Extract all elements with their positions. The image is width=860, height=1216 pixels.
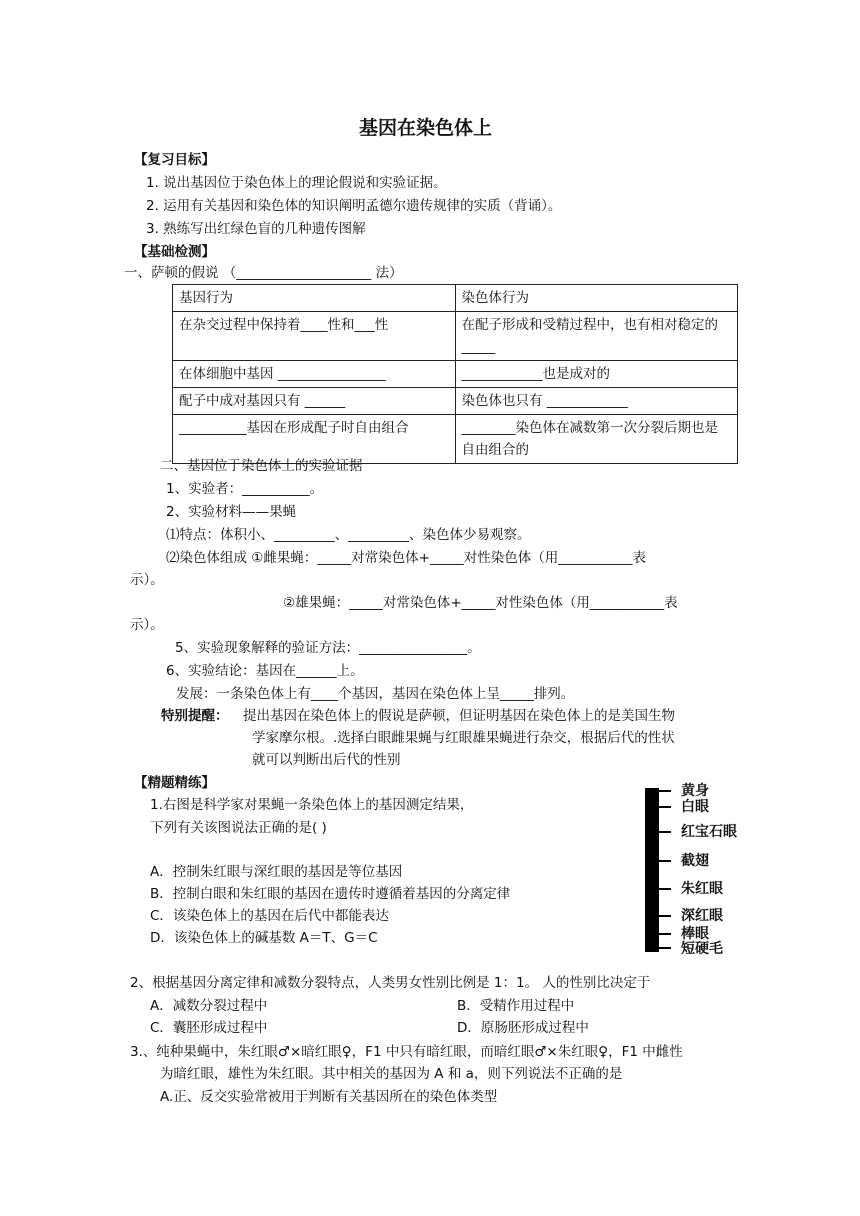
table-header-row xyxy=(173,285,738,312)
gene-tick xyxy=(659,790,671,792)
tip-line: 学家摩尔根。.选择白眼雌果蝇与红眼雄果蝇进行杂交，根据后代的性状 xyxy=(252,730,675,746)
question-3-option: A.正、反交实验常被用于判断有关基因所在的染色体类型 xyxy=(160,1089,498,1105)
question-2-stem: 2、根据基因分离定律和减数分裂特点，人类男女性别比例是 1：1。 人的性别比决定于 xyxy=(130,975,651,991)
table-cell: ____________也是成对的 xyxy=(455,361,738,388)
question-1-option: C．该染色体上的基因在后代中都能表达 xyxy=(150,908,389,924)
question-2-option: C．囊胚形成过程中 xyxy=(150,1020,268,1036)
table-cell: 在杂交过程中保持着____性和___性 xyxy=(173,312,456,361)
table-header-cell: 基因行为 xyxy=(173,285,456,312)
table-cell: ________染色体在减数第一次分裂后期也是自由组合的 xyxy=(455,415,738,464)
gene-label: 白眼 xyxy=(681,799,709,815)
evidence-line: ②雄果蝇：_____对常染色体+_____对性染色体（用___________表 xyxy=(283,595,678,611)
gene-label: 棒眼 xyxy=(681,926,709,942)
review-goal-item: 3. 熟练写出红绿色盲的几种遗传图解 xyxy=(146,221,366,237)
table-row xyxy=(173,388,738,415)
review-goal-item: 1. 说出基因位于染色体上的理论假说和实验证据。 xyxy=(146,175,447,191)
question-3-stem: 3.、纯种果蝇中，朱红眼♂×暗红眼♀，F1 中只有暗红眼，而暗红眼♂×朱红眼♀，F1 中雌性 xyxy=(130,1044,683,1060)
gene-label: 红宝石眼 xyxy=(681,824,737,840)
question-1-stem: 下列有关该图说法正确的是( ) xyxy=(150,820,327,836)
tip-line: 提出基因在染色体上的假说是萨顿，但证明基因在染色体上的是美国生物 xyxy=(243,708,675,724)
table-cell: __________基因在形成配子时自由组合 xyxy=(173,415,456,464)
question-2-option: B．受精作用过程中 xyxy=(457,998,575,1014)
evidence-line: 1、实验者：__________。 xyxy=(166,481,324,497)
question-1-option: D．该染色体上的碱基数 A＝T、G＝C xyxy=(150,930,378,946)
gene-label: 黄身 xyxy=(681,783,709,799)
question-2-option: A．减数分裂过程中 xyxy=(150,998,268,1014)
question-2-option: D．原肠胚形成过程中 xyxy=(457,1020,589,1036)
question-1-stem: 1.右图是科学家对果蝇一条染色体上的基因测定结果， xyxy=(150,797,474,813)
section-sutton-hypothesis: 一、萨顿的假说 （____________________ 法） xyxy=(124,265,403,281)
evidence-line: 2、实验材料——果蝇 xyxy=(166,504,297,520)
review-goal-item: 2. 运用有关基因和染色体的知识阐明孟德尔遗传规律的实质（背诵）。 xyxy=(146,198,562,214)
table-header-cell: 染色体行为 xyxy=(455,285,738,312)
question-1-option: A．控制朱红眼与深红眼的基因是等位基因 xyxy=(150,864,403,880)
evidence-line: 发展：一条染色体上有____个基因，基因在染色体上呈_____排列。 xyxy=(176,686,575,702)
gene-label: 朱红眼 xyxy=(681,881,723,897)
evidence-line: 6、实验结论：基因在______上。 xyxy=(166,663,364,679)
question-1-option: B．控制白眼和朱红眼的基因在遗传时遵循着基因的分离定律 xyxy=(150,886,511,902)
basic-check-header: 【基础检测】 xyxy=(134,244,215,260)
tip-label: 特别提醒： xyxy=(161,708,229,724)
evidence-line: ⑴特点：体积小、_________、_________、染色体少易观察。 xyxy=(166,527,531,543)
question-3-stem: 为暗红眼，雄性为朱红眼。其中相关的基因为 A 和 a，则下列说法不正确的是 xyxy=(160,1066,623,1082)
table-row xyxy=(173,312,738,361)
tip-line: 就可以判断出后代的性别 xyxy=(252,752,401,768)
review-goals-header: 【复习目标】 xyxy=(134,152,215,168)
evidence-line: ⑵染色体组成 ①雌果蝇：_____对常染色体+_____对性染色体（用___________表 xyxy=(166,550,646,566)
gene-tick xyxy=(659,806,671,808)
hypothesis-table xyxy=(172,284,738,464)
section-experimental-evidence: 二、基因位于染色体上的实验证据 xyxy=(160,458,363,474)
gene-tick xyxy=(659,933,671,935)
table-row xyxy=(173,361,738,388)
page-title: 基因在染色体上 xyxy=(359,117,493,139)
evidence-line: 示）。 xyxy=(130,617,164,633)
gene-tick xyxy=(659,915,671,917)
table-cell: 在配子形成和受精过程中，也有相对稳定的_____ xyxy=(455,312,738,361)
gene-tick xyxy=(659,860,671,862)
evidence-line: 示）。 xyxy=(130,572,164,588)
gene-label: 截翅 xyxy=(681,853,709,869)
table-cell: 在体细胞中基因 ________________ xyxy=(173,361,456,388)
evidence-line: 5、实验现象解释的验证方法：________________。 xyxy=(175,640,481,656)
gene-label: 深红眼 xyxy=(681,908,723,924)
gene-tick xyxy=(659,947,671,949)
table-cell: 配子中成对基因只有 ______ xyxy=(173,388,456,415)
gene-label: 短硬毛 xyxy=(681,941,723,957)
gene-tick xyxy=(659,888,671,890)
practice-header: 【精题精练】 xyxy=(134,775,215,791)
chromosome-bar xyxy=(645,788,659,952)
gene-tick xyxy=(659,831,671,833)
table-cell: 染色体也只有 ____________ xyxy=(455,388,738,415)
